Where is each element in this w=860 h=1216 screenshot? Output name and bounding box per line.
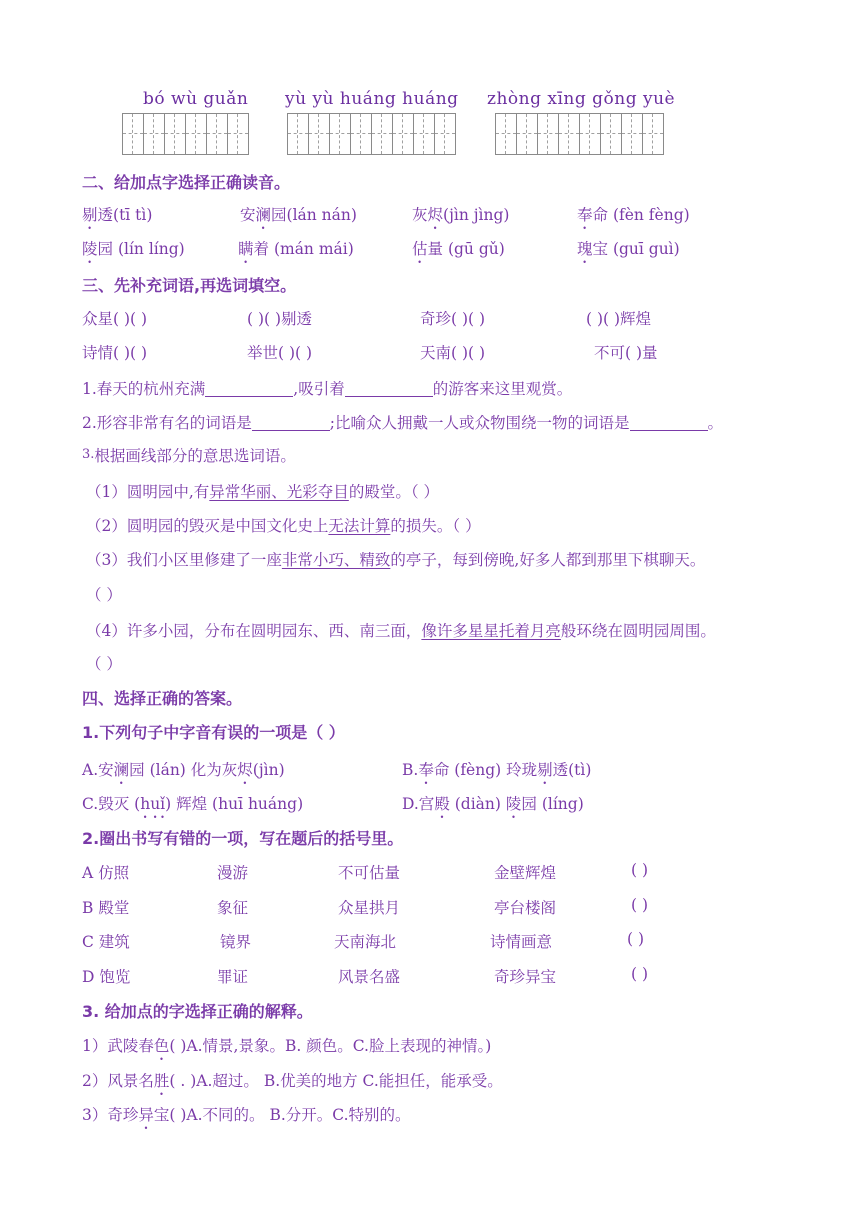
s4-q2-cell: 金壁辉煌 bbox=[494, 864, 557, 882]
s3-word: 奇珍( )( ) bbox=[420, 310, 486, 328]
s3-word: 众星( )( ) bbox=[82, 310, 148, 328]
s3-word: 举世( )( ) bbox=[247, 344, 313, 362]
answer-blank[interactable] bbox=[630, 415, 708, 432]
writing-grid-2[interactable] bbox=[287, 113, 456, 155]
answer-blank[interactable] bbox=[252, 415, 330, 432]
s3-sentence-2: （2）圆明园的毁灭是中国文化史上无法计算的损失。（ ） bbox=[86, 517, 481, 535]
answer-blank[interactable] bbox=[345, 381, 433, 398]
s4-q2-answer[interactable]: ( ) bbox=[631, 896, 649, 914]
s2-r2-item: 瞒着 (mán mái) bbox=[238, 240, 354, 258]
s4-q3-row: 2）风景名胜( . )A.超过。 B.优美的地方 C.能担任，能承受。 bbox=[82, 1072, 503, 1090]
s3-sentence-3-paren[interactable]: （ ） bbox=[86, 586, 122, 604]
s4-q1-title: 1.下列句子中字音有误的一项是（ ） bbox=[82, 723, 345, 742]
s4-q2-cell: 不可估量 bbox=[338, 864, 401, 882]
s4-q2-cell: 象征 bbox=[217, 899, 249, 917]
s4-q2-title: 2.圈出书写有错的一项，写在题后的括号里。 bbox=[82, 829, 404, 848]
s3-sentence-1: （1）圆明园中,有异常华丽、光彩夺目的殿堂。（ ） bbox=[86, 483, 439, 501]
s2-r2-item: 陵园 (lín líng) bbox=[82, 240, 185, 258]
s4-q2-cell: 漫游 bbox=[217, 864, 249, 882]
writing-grid-1[interactable] bbox=[122, 113, 249, 155]
s4-q1-option-c[interactable]: C.毁灭 (huǐ) 辉煌 (huī huáng) bbox=[82, 795, 304, 813]
section4-title: 四、选择正确的答案。 bbox=[82, 689, 243, 708]
s2-r1-item: 奉命 (fèn fèng) bbox=[577, 206, 690, 224]
answer-blank[interactable] bbox=[205, 381, 293, 398]
s2-r2-item: 估量 (gū gǔ) bbox=[412, 240, 505, 258]
s3-word: 不可( )量 bbox=[594, 344, 658, 362]
s4-q2-cell: 诗情画意 bbox=[490, 933, 553, 951]
s4-q2-cell: A 仿照 bbox=[82, 864, 130, 882]
s4-q2-cell: 奇珍异宝 bbox=[494, 968, 557, 986]
s3-word: ( )( )剔透 bbox=[247, 310, 313, 328]
s3-word: 天南( )( ) bbox=[420, 344, 486, 362]
s3-word: 诗情( )( ) bbox=[82, 344, 148, 362]
writing-grid-3[interactable] bbox=[495, 113, 664, 155]
pinyin-3: zhòng xīng gǒng yuè bbox=[487, 89, 676, 109]
s2-r2-item: 瑰宝 (guī guì) bbox=[577, 240, 680, 258]
s4-q1-option-a[interactable]: A.安澜园 (lán) 化为灰烬(jìn) bbox=[82, 761, 285, 779]
s4-q2-answer[interactable]: ( ) bbox=[627, 930, 645, 948]
pinyin-2: yù yù huáng huáng bbox=[285, 89, 459, 109]
s4-q1-option-b[interactable]: B.奉命 (fèng) 玲珑剔透(tì) bbox=[402, 761, 592, 779]
s3-q1: 1.春天的杭州充满 ,吸引着 的游客来这里观赏。 bbox=[82, 380, 573, 398]
s4-q1-option-d[interactable]: D.宫殿 (diàn) 陵园 (líng) bbox=[402, 795, 584, 813]
s4-q2-cell: B 殿堂 bbox=[82, 899, 130, 917]
s2-r1-item: 安澜园(lán nán) bbox=[240, 206, 357, 224]
s4-q2-cell: 亭台楼阁 bbox=[494, 899, 557, 917]
s3-sentence-4-paren[interactable]: （ ） bbox=[86, 655, 122, 673]
section3-title: 三、先补充词语,再选词填空。 bbox=[82, 276, 297, 295]
s3-q2: 2.形容非常有名的词语是 ;比喻众人拥戴一人或众物围绕一物的词语是 。 bbox=[82, 414, 724, 432]
s2-r1-item: 灰烬(jìn jìng) bbox=[412, 206, 510, 224]
s4-q2-cell: D 饱览 bbox=[82, 968, 131, 986]
pinyin-1: bó wù guǎn bbox=[143, 89, 249, 109]
s4-q2-cell: 镜界 bbox=[220, 933, 252, 951]
s4-q3-row: 3）奇珍异宝( )A.不同的。 B.分开。C.特别的。 bbox=[82, 1106, 411, 1124]
s4-q3-row: 1）武陵春色( )A.情景,景象。B. 颜色。C.脸上表现的神情。) bbox=[82, 1037, 492, 1055]
s3-word: ( )( )辉煌 bbox=[586, 310, 652, 328]
s2-r1-item: 剔透(tī tì) bbox=[82, 206, 153, 224]
s4-q2-answer[interactable]: ( ) bbox=[631, 965, 649, 983]
s4-q2-cell: 天南海北 bbox=[334, 933, 397, 951]
s4-q2-answer[interactable]: ( ) bbox=[631, 861, 649, 879]
s4-q2-cell: 风景名盛 bbox=[338, 968, 401, 986]
s4-q2-cell: 众星拱月 bbox=[338, 899, 401, 917]
s3-sentence-3: （3）我们小区里修建了一座非常小巧、精致的亭子，每到傍晚,好多人都到那里下棋聊天。 bbox=[86, 551, 706, 569]
s3-sentence-4: （4）许多小园，分布在圆明园东、西、南三面，像许多星星托着月亮般环绕在圆明园周围。 bbox=[86, 622, 716, 640]
s4-q2-cell: C 建筑 bbox=[82, 933, 130, 951]
s3-q3-title: 3.根据画线部分的意思选词语。 bbox=[82, 447, 296, 465]
section2-title: 二、给加点字选择正确读音。 bbox=[82, 173, 291, 192]
s4-q3-title: 3. 给加点的字选择正确的解释。 bbox=[82, 1002, 313, 1021]
s4-q2-cell: 罪证 bbox=[217, 968, 249, 986]
